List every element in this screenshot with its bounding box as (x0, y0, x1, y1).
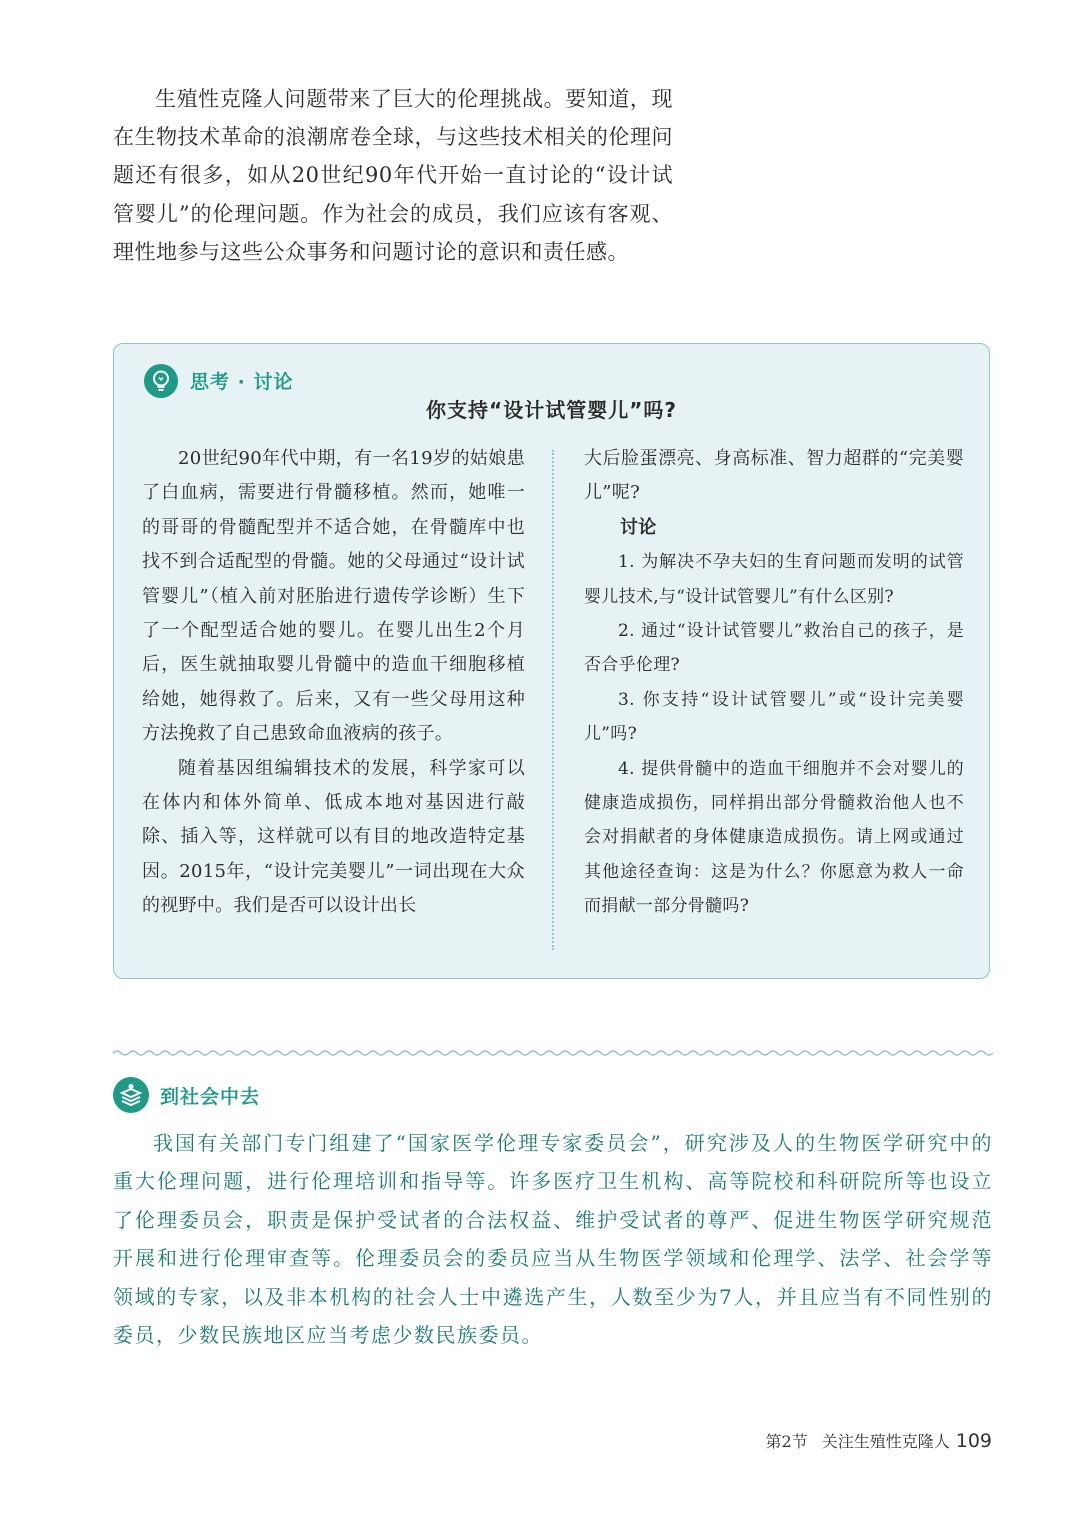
column-divider (552, 450, 554, 950)
box-left-column (142, 442, 525, 924)
wavy-divider (113, 1046, 993, 1060)
question-4: 4. 提供骨髓中的造血干细胞并不会对婴儿的健康造成损伤，同样捐出部分骨髓救治他人也不会对捐献者的身体健康造成损伤。请上网或通过其他途径查询：这是为什么？你愿意为救人一命而捐献一部分骨髓吗? (584, 758, 964, 917)
question-3: 3. 你支持“设计试管婴儿”或“设计完美婴儿”吗? (584, 689, 964, 745)
footer-chapter-title: 关注生殖性克隆人 (821, 1432, 950, 1451)
discussion-heading: 讨论 (620, 516, 657, 538)
go-to-society-label: 到社会中去 (160, 1086, 261, 1108)
question-1: 1. 为解决不孕夫妇的生育问题而发明的试管婴儿技术,与“设计试管婴儿”有什么区别? (584, 552, 964, 607)
intro-paragraph: 生殖性克隆人问题带来了巨大的伦理挑战。要知道，现在生物技术革命的浪潮席卷全球，与这些技术相关的伦理问题还有很多，如从20世纪90年代开始一直讨论的“设计试管婴儿”的伦理问题。作为社会的成员，我们应该有客观、理性地参与这些公众事务和问题讨论的意识和责任感。 (113, 87, 673, 264)
footer-section: 第2节 (765, 1432, 808, 1451)
page-footer (766, 1429, 992, 1452)
think-discuss-box (113, 343, 990, 979)
box-right-column (584, 442, 964, 924)
gene-editing-paragraph: 随着基因组编辑技术的发展，科学家可以在体内和体外简单、低成本地对基因进行敲除、插入等，这样就可以有目的地改造特定基因。2015年，“设计完美婴儿”一词出现在大众的视野中。我们是否可以设计出长 (142, 757, 525, 917)
question-2: 2. 通过“设计试管婴儿”救治自己的孩子，是否合乎伦理? (584, 621, 964, 676)
book-stack-icon (113, 1077, 149, 1113)
case-paragraph: 20世纪90年代中期，有一名19岁的姑娘患了白血病，需要进行骨髓移植。然而，她唯一的哥哥的骨髓配型并不适合她，在骨髓库中也找不到合适配型的骨髓。她的父母通过“设计试管婴儿”（植入前对胚胎进行遗传学诊断）生下了一个配型适合她的婴儿。在婴儿出生2个月后，医生就抽取婴儿骨髓中的造血干细胞移植给她，她得救了。后来，又有一些父母用这种方法挽救了自己患致命血液病的孩子。 (142, 448, 525, 745)
page-number: 109 (955, 1430, 992, 1452)
continued-text: 大后脸蛋漂亮、身高标准、智力超群的“完美婴儿”呢? (584, 448, 964, 504)
lightbulb-icon (144, 364, 178, 398)
society-paragraph: 我国有关部门专门组建了“国家医学伦理专家委员会”，研究涉及人的生物医学研究中的重大伦理问题，进行伦理培训和指导等。许多医疗卫生机构、高等院校和科研院所等也设立了伦理委员会，职责是保护受试者的合法权益、维护受试者的尊严、促进生物医学研究规范开展和进行伦理审查等。伦理委员会的委员应当从生物医学领域和伦理学、法学、社会学等领域的专家，以及非本机构的社会人士中遴选产生，人数至少为7人，并且应当有不同性别的委员，少数民族地区应当考虑少数民族委员。 (113, 1131, 993, 1348)
box-title: 你支持“设计试管婴儿”吗? (426, 398, 677, 422)
think-discuss-label: 思考 · 讨论 (190, 371, 294, 393)
intro-text (113, 80, 673, 271)
